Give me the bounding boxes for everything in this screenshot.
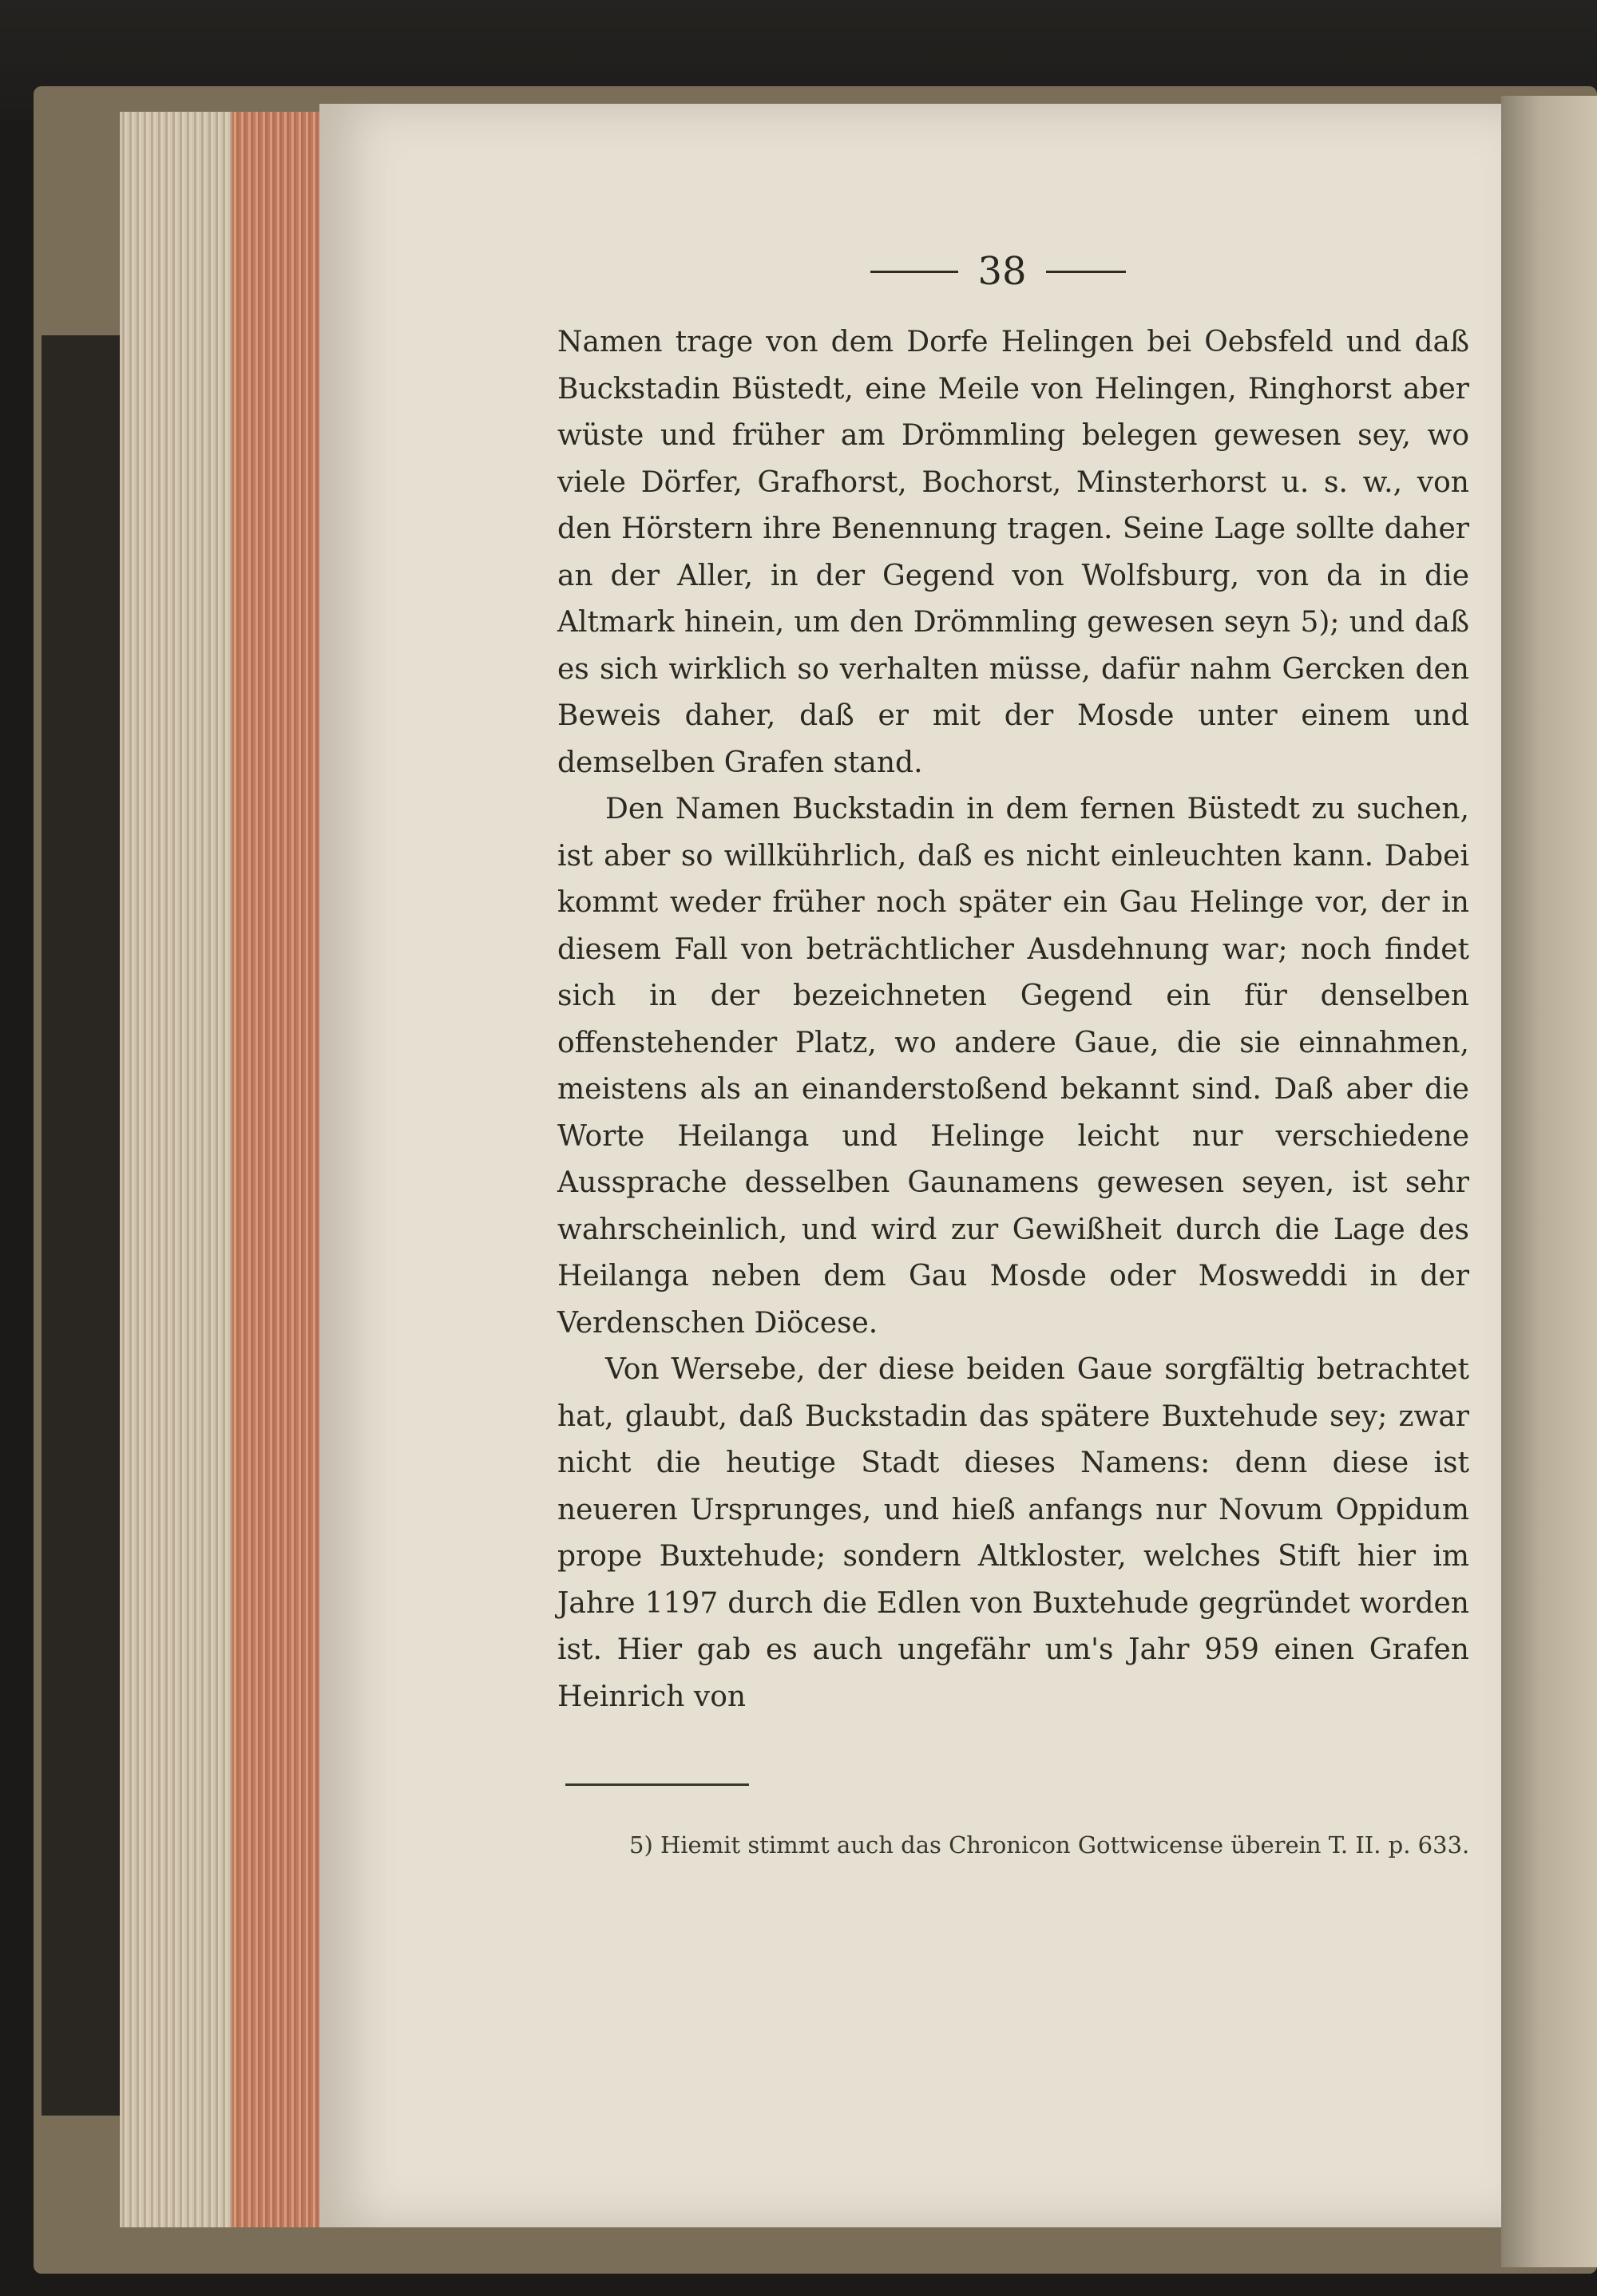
paragraph-2: Den Namen Buckstadin in dem fernen Büstedt zu suchen, ist aber so willkührlich, daß es nicht einleuchten kann. Dabei kommt weder früher noch später ein Gau Helinge vor, der in diesem Fall von beträchtlicher Ausdehnung war; noch findet sich in der bezeichneten Gegend ein für denselben offenstehender Platz, wo andere Gaue, die sie einnahmen, meistens als an einanderstoßend bekannt sind. Daß aber die Worte Heilanga und Helinge leicht nur verschiedene Aussprache desselben Gaunamens gewesen seyen, ist sehr wahrscheinlich, und wird zur Gewißheit durch die Lage des Heilanga neben dem Gau Mosde oder Mosweddi in der Verdenschen Diöcese. [557, 793, 1469, 1340]
page-number: 38 [977, 249, 1027, 294]
paragraph-1: Namen trage von dem Dorfe Helingen bei Oebsfeld und daß Buckstadin Büstedt, eine Meile von Helingen, Ringhorst aber wüste und früher am Drömmling belegen gewesen sey, wo viele Dörfer, Grafhorst, Bochorst, Minsterhorst u. s. w., von den Hörstern ihre Benennung tragen. Seine Lage sollte daher an der Aller, in der Gegend von Wolfsburg, von da in die Altmark hinein, um den Drömmling gewesen seyn 5); und daß es sich wirklich so verhalten müsse, dafür nahm Gercken den Beweis daher, daß er mit der Mosde unter einem und demselben Grafen stand. [557, 326, 1469, 779]
footnote: 5) Hiemit stimmt auch das Chronicon Gottwicense überein T. II. p. 633. [629, 1831, 1470, 1859]
body-text [557, 319, 1469, 1720]
footnote-rule [565, 1783, 749, 1786]
page-header [838, 243, 1158, 299]
facing-page-edge [1501, 96, 1597, 2267]
header-rule-left [870, 271, 958, 273]
header-rule-right [1046, 271, 1126, 273]
paragraph-3: Von Wersebe, der diese beiden Gaue sorgfältig betrachtet hat, glaubt, daß Buckstadin das spätere Buxtehude sey; zwar nicht die heutige Stadt dieses Namens: denn diese ist neueren Ursprunges, und hieß anfangs nur Novum Oppidum prope Buxtehude; sondern Altkloster, welches Stift hier im Jahre 1197 durch die Edlen von Buxtehude gegründet worden ist. Hier gab es auch ungefähr um's Jahr 959 einen Grafen Heinrich von [557, 1353, 1469, 1713]
book-spine-edge [42, 335, 129, 2116]
red-page-edges [232, 112, 327, 2227]
